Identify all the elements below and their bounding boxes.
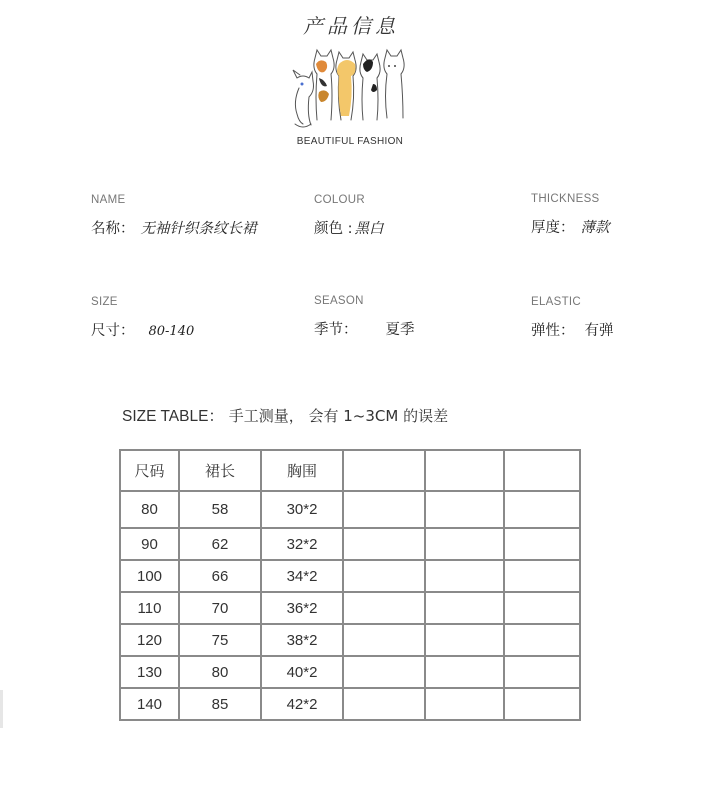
table-cell: 30*2 xyxy=(261,491,343,528)
table-cell xyxy=(425,560,504,592)
table-cell: 36*2 xyxy=(261,592,343,624)
header-cell xyxy=(343,450,425,491)
table-cell: 130 xyxy=(120,656,179,688)
header-cell: 尺码 xyxy=(120,450,179,491)
table-cell: 58 xyxy=(179,491,261,528)
table-cell: 70 xyxy=(179,592,261,624)
table-cell xyxy=(504,528,580,560)
table-row xyxy=(120,528,580,560)
info-name-label: 名称： xyxy=(91,221,135,237)
table-cell xyxy=(504,592,580,624)
table-row xyxy=(120,592,580,624)
table-row xyxy=(120,688,580,720)
info-elastic-value: 有弹 xyxy=(584,323,614,339)
info-name-en: NAME xyxy=(91,194,126,206)
edge-divider xyxy=(0,690,3,728)
size-table-caption-cn: 手工测量， 会有 1~3CM 的误差 xyxy=(228,407,449,425)
info-name xyxy=(91,194,257,238)
cats-illustration-icon xyxy=(285,48,415,138)
table-cell xyxy=(343,491,425,528)
info-colour-label: 颜色 : xyxy=(314,221,353,237)
size-table-caption-en: SIZE TABLE： xyxy=(122,408,224,425)
info-elastic-label: 弹性： xyxy=(531,323,575,339)
info-season-label: 季节： xyxy=(314,322,358,338)
table-cell xyxy=(504,656,580,688)
table-cell xyxy=(504,624,580,656)
header-cell xyxy=(425,450,504,491)
info-elastic xyxy=(531,296,614,340)
table-cell: 32*2 xyxy=(261,528,343,560)
table-cell: 140 xyxy=(120,688,179,720)
info-size xyxy=(91,296,194,340)
table-cell xyxy=(425,592,504,624)
table-cell xyxy=(343,528,425,560)
table-cell xyxy=(425,491,504,528)
size-table xyxy=(119,449,581,721)
info-thickness-value: 薄款 xyxy=(580,220,610,236)
table-cell: 100 xyxy=(120,560,179,592)
brand-text: BEAUTIFUL FASHION xyxy=(296,136,404,147)
info-size-label: 尺寸： xyxy=(91,323,135,339)
size-table-caption xyxy=(122,404,448,426)
table-cell xyxy=(504,491,580,528)
info-size-value: 80-140 xyxy=(148,324,195,339)
info-colour-en: COLOUR xyxy=(314,194,366,206)
info-size-en: SIZE xyxy=(91,296,118,308)
table-row xyxy=(120,656,580,688)
info-elastic-en: ELASTIC xyxy=(531,296,582,308)
header-cell xyxy=(504,450,580,491)
table-row xyxy=(120,624,580,656)
table-cell: 42*2 xyxy=(261,688,343,720)
table-cell: 66 xyxy=(179,560,261,592)
table-cell: 80 xyxy=(120,491,179,528)
table-cell xyxy=(504,560,580,592)
info-name-value: 无袖针织条纹长裙 xyxy=(140,221,257,237)
header-cell: 裙长 xyxy=(179,450,261,491)
table-cell xyxy=(425,528,504,560)
info-thickness xyxy=(531,193,610,237)
info-season-en: SEASON xyxy=(314,295,364,307)
info-colour-value: 黑白 xyxy=(354,221,384,237)
table-cell xyxy=(343,592,425,624)
table-cell: 40*2 xyxy=(261,656,343,688)
info-thickness-label: 厚度： xyxy=(531,220,575,236)
brand-logo xyxy=(285,48,415,150)
table-cell xyxy=(425,624,504,656)
table-cell xyxy=(343,656,425,688)
info-season-value: 夏季 xyxy=(385,322,415,338)
size-table-header xyxy=(120,450,580,491)
table-cell: 90 xyxy=(120,528,179,560)
table-cell: 80 xyxy=(179,656,261,688)
table-cell: 75 xyxy=(179,624,261,656)
table-cell: 34*2 xyxy=(261,560,343,592)
table-cell xyxy=(425,688,504,720)
table-cell xyxy=(343,560,425,592)
info-season xyxy=(314,295,415,339)
header-cell: 胸围 xyxy=(261,450,343,491)
info-thickness-en: THICKNESS xyxy=(531,193,600,205)
table-cell: 62 xyxy=(179,528,261,560)
table-cell: 110 xyxy=(120,592,179,624)
table-cell: 38*2 xyxy=(261,624,343,656)
table-row xyxy=(120,560,580,592)
table-cell xyxy=(343,688,425,720)
table-cell xyxy=(425,656,504,688)
table-cell: 120 xyxy=(120,624,179,656)
table-cell xyxy=(504,688,580,720)
table-row xyxy=(120,491,580,528)
table-cell: 85 xyxy=(179,688,261,720)
info-colour xyxy=(314,194,384,238)
page-title: 产品信息 xyxy=(303,14,399,38)
table-cell xyxy=(343,624,425,656)
